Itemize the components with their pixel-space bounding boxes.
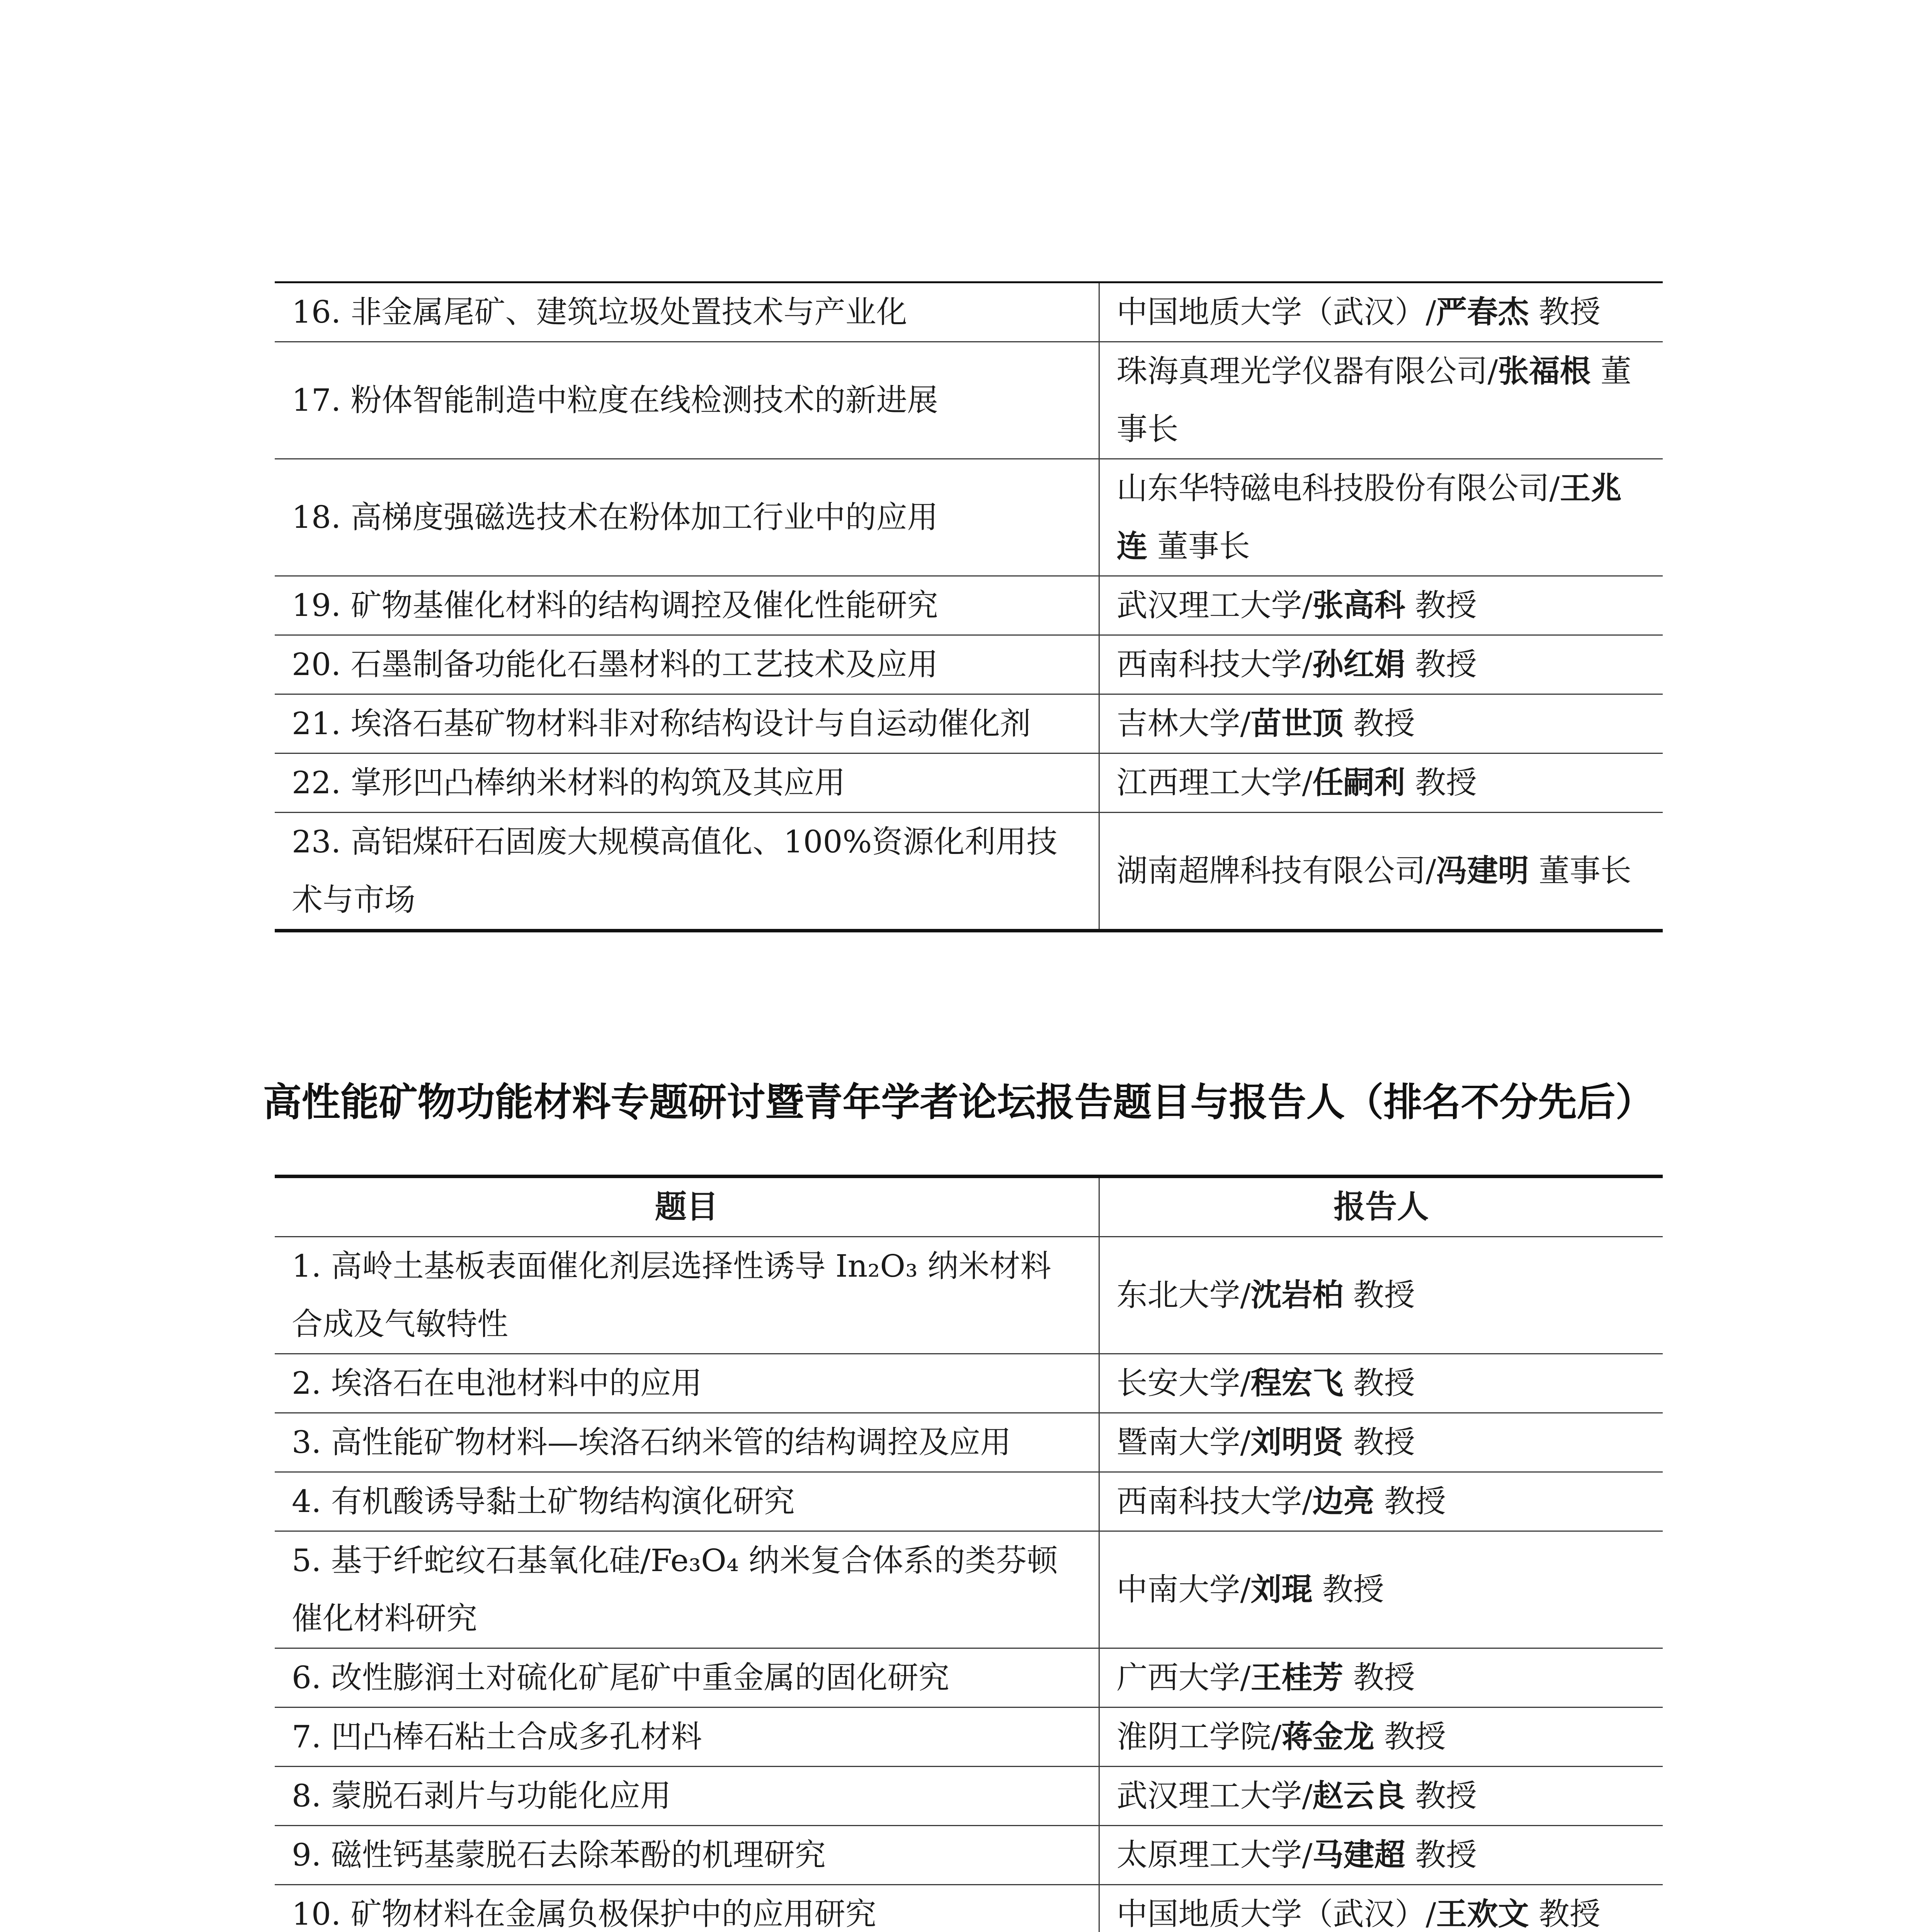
report-speaker — [1099, 635, 1663, 694]
table-row — [275, 813, 1663, 931]
report-topic: 16. 非金属尾矿、建筑垃圾处置技术与产业化 — [275, 282, 1099, 342]
table-row — [275, 1826, 1663, 1885]
speaker-title: 教授 — [1374, 1483, 1446, 1519]
report-topic: 7. 凹凸棒石粘土合成多孔材料 — [275, 1708, 1099, 1767]
speaker-title: 教授 — [1405, 1837, 1477, 1873]
table-row — [275, 1885, 1663, 1932]
speaker-name: 刘琨 — [1250, 1571, 1313, 1607]
speaker-title: 董事长 — [1116, 353, 1631, 447]
table-row — [275, 1648, 1663, 1708]
table-row — [275, 1472, 1663, 1531]
speaker-org: 中国地质大学（武汉）/ — [1116, 1896, 1436, 1932]
speaker-name: 王兆连 — [1116, 470, 1622, 564]
speaker-title: 教授 — [1529, 1896, 1601, 1932]
column-header-topic: 题目 — [275, 1177, 1099, 1237]
speaker-name: 张高科 — [1312, 587, 1405, 623]
table-row — [275, 576, 1663, 635]
speaker-org: 太原理工大学/ — [1116, 1837, 1313, 1873]
speaker-name: 程宏飞 — [1250, 1365, 1344, 1401]
report-speaker — [1099, 813, 1663, 931]
speaker-title: 教授 — [1343, 706, 1415, 742]
table-row — [275, 1531, 1663, 1648]
speaker-name: 张福根 — [1498, 353, 1591, 389]
speaker-title: 教授 — [1343, 1277, 1415, 1313]
speaker-title: 教授 — [1343, 1424, 1415, 1460]
report-speaker — [1099, 1826, 1663, 1885]
speaker-name: 边亮 — [1312, 1483, 1374, 1519]
speaker-name: 严春杰 — [1436, 294, 1529, 330]
report-topic: 2. 埃洛石在电池材料中的应用 — [275, 1354, 1099, 1413]
speaker-name: 王欢文 — [1436, 1896, 1529, 1932]
report-topic: 20. 石墨制备功能化石墨材料的工艺技术及应用 — [275, 635, 1099, 694]
speaker-title: 教授 — [1343, 1365, 1415, 1401]
report-speaker — [1099, 1531, 1663, 1648]
speaker-org: 湖南超牌科技有限公司/ — [1116, 853, 1436, 889]
speaker-org: 武汉理工大学/ — [1116, 587, 1313, 623]
section-heading: 高性能矿物功能材料专题研讨暨青年学者论坛报告题目与报告人（排名不分先后） — [263, 1080, 1654, 1125]
report-topic: 23. 高铝煤矸石固废大规模高值化、100%资源化利用技术与市场 — [275, 813, 1099, 931]
speaker-name: 苗世顶 — [1250, 706, 1344, 742]
speaker-org: 淮阴工学院/ — [1116, 1719, 1282, 1755]
speaker-title: 教授 — [1529, 294, 1601, 330]
report-topic: 18. 高梯度强磁选技术在粉体加工行业中的应用 — [275, 459, 1099, 576]
speaker-org: 山东华特磁电科技股份有限公司/ — [1116, 470, 1560, 506]
speaker-title: 教授 — [1374, 1719, 1446, 1755]
report-speaker — [1099, 694, 1663, 753]
report-speaker — [1099, 1708, 1663, 1767]
table-row — [275, 342, 1663, 459]
report-speaker — [1099, 1237, 1663, 1354]
speaker-org: 广西大学/ — [1116, 1660, 1251, 1696]
report-topic: 4. 有机酸诱导黏土矿物结构演化研究 — [275, 1472, 1099, 1531]
report-topic: 19. 矿物基催化材料的结构调控及催化性能研究 — [275, 576, 1099, 635]
table-header-row — [275, 1177, 1663, 1237]
speaker-title: 董事长 — [1529, 853, 1631, 889]
speaker-name: 沈岩柏 — [1250, 1277, 1344, 1313]
report-speaker — [1099, 282, 1663, 342]
speaker-title: 教授 — [1343, 1660, 1415, 1696]
speaker-name: 任嗣利 — [1312, 765, 1405, 801]
report-topic: 6. 改性膨润土对硫化矿尾矿中重金属的固化研究 — [275, 1648, 1099, 1708]
table-row — [275, 282, 1663, 342]
report-topic: 9. 磁性钙基蒙脱石去除苯酚的机理研究 — [275, 1826, 1099, 1885]
speaker-org: 珠海真理光学仪器有限公司/ — [1116, 353, 1498, 389]
speaker-name: 刘明贤 — [1250, 1424, 1344, 1460]
table-row — [275, 753, 1663, 813]
report-topic: 22. 掌形凹凸棒纳米材料的构筑及其应用 — [275, 753, 1099, 813]
report-speaker — [1099, 1354, 1663, 1413]
report-speaker — [1099, 459, 1663, 576]
speaker-title: 教授 — [1405, 765, 1477, 801]
speaker-org: 中国地质大学（武汉）/ — [1116, 294, 1436, 330]
column-header-speaker: 报告人 — [1099, 1177, 1663, 1237]
report-speaker — [1099, 1885, 1663, 1932]
report-speaker — [1099, 1767, 1663, 1826]
report-topic: 1. 高岭土基板表面催化剂层选择性诱导 In₂O₃ 纳米材料合成及气敏特性 — [275, 1237, 1099, 1354]
speaker-org: 暨南大学/ — [1116, 1424, 1251, 1460]
report-speaker — [1099, 1648, 1663, 1708]
speaker-name: 马建超 — [1312, 1837, 1405, 1873]
report-speaker — [1099, 753, 1663, 813]
speaker-title: 教授 — [1312, 1571, 1384, 1607]
report-speaker — [1099, 1413, 1663, 1472]
table-row — [275, 1767, 1663, 1826]
speaker-org: 中南大学/ — [1116, 1571, 1251, 1607]
report-topic: 3. 高性能矿物材料—埃洛石纳米管的结构调控及应用 — [275, 1413, 1099, 1472]
speaker-org: 江西理工大学/ — [1116, 765, 1313, 801]
speaker-name: 孙红娟 — [1312, 646, 1405, 682]
speaker-name: 冯建明 — [1436, 853, 1529, 889]
speaker-org: 西南科技大学/ — [1116, 1483, 1313, 1519]
table-row — [275, 694, 1663, 753]
speaker-org: 东北大学/ — [1116, 1277, 1251, 1313]
speaker-title: 教授 — [1405, 646, 1477, 682]
speaker-name: 王桂芳 — [1250, 1660, 1344, 1696]
table-row — [275, 1354, 1663, 1413]
report-speaker — [1099, 576, 1663, 635]
table-row — [275, 1413, 1663, 1472]
report-topic: 17. 粉体智能制造中粒度在线检测技术的新进展 — [275, 342, 1099, 459]
speaker-title: 教授 — [1405, 587, 1477, 623]
table-row — [275, 459, 1663, 576]
report-topic: 8. 蒙脱石剥片与功能化应用 — [275, 1767, 1099, 1826]
report-topic: 5. 基于纤蛇纹石基氧化硅/Fe₃O₄ 纳米复合体系的类芬顿催化材料研究 — [275, 1531, 1099, 1648]
report-speaker — [1099, 1472, 1663, 1531]
report-table-continued — [275, 281, 1663, 932]
speaker-org: 吉林大学/ — [1116, 706, 1251, 742]
report-topic: 21. 埃洛石基矿物材料非对称结构设计与自运动催化剂 — [275, 694, 1099, 753]
report-table-forum — [275, 1175, 1663, 1932]
speaker-org: 长安大学/ — [1116, 1365, 1251, 1401]
speaker-name: 赵云良 — [1312, 1778, 1405, 1814]
speaker-name: 蒋金龙 — [1281, 1719, 1374, 1755]
report-speaker — [1099, 342, 1663, 459]
table-row — [275, 1708, 1663, 1767]
speaker-org: 西南科技大学/ — [1116, 646, 1313, 682]
table-row — [275, 635, 1663, 694]
table-row — [275, 1237, 1663, 1354]
report-topic: 10. 矿物材料在金属负极保护中的应用研究 — [275, 1885, 1099, 1932]
speaker-title: 教授 — [1405, 1778, 1477, 1814]
speaker-org: 武汉理工大学/ — [1116, 1778, 1313, 1814]
speaker-title: 董事长 — [1147, 528, 1250, 564]
